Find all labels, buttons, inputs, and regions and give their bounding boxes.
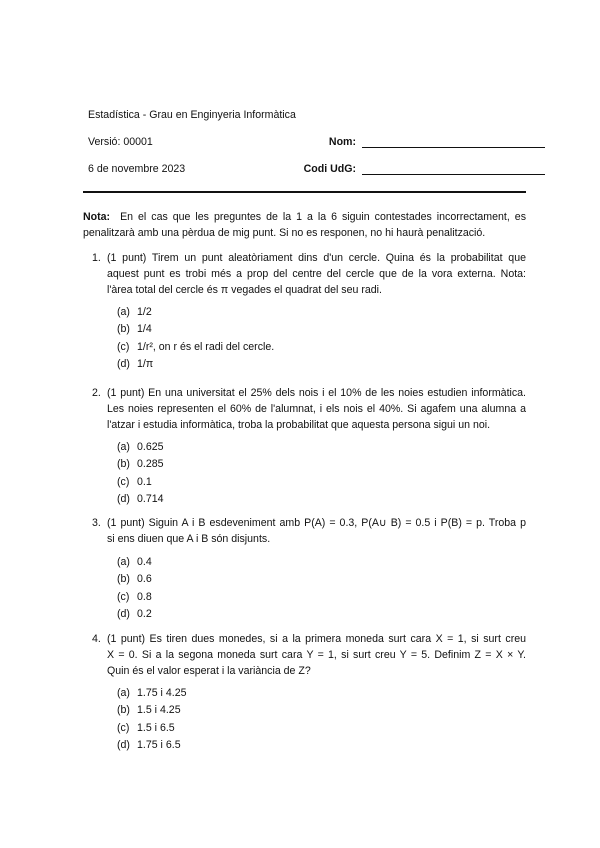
option-label: (c) xyxy=(117,590,130,603)
question-text-line: (1 punt) En una universitat el 25% dels nois i el 10% de les noies estudien informàtica. xyxy=(107,387,526,399)
answer-option xyxy=(117,341,274,353)
answer-option xyxy=(117,704,181,716)
question-text-line: si ens diuen que A i B són disjunts. xyxy=(107,533,271,545)
option-text: 1.75 i 4.25 xyxy=(137,687,187,699)
option-text: 1.5 i 6.5 xyxy=(137,721,175,734)
answer-option xyxy=(117,591,152,603)
answer-option xyxy=(117,358,153,370)
question-text-line: Quin és el valor esperat i la variància de Z? xyxy=(107,665,311,677)
name-label: Nom: xyxy=(328,136,356,148)
question-text-line: l'àrea total del cercle és π vegades el quadrat del seu radi. xyxy=(107,284,382,296)
question-text-line: (1 punt) Siguin A i B esdeveniment amb P(A) = 0.3, P(A∪ B) = 0.5 i P(B) = p. Troba p xyxy=(107,517,526,529)
option-text: 1/2 xyxy=(137,306,152,318)
question-number: 1. xyxy=(92,252,101,264)
exam-date: 6 de novembre 2023 xyxy=(88,163,186,175)
answer-option xyxy=(117,476,152,488)
question-text-line: aquest punt es trobi més a prop del centre del cercle que de la vora externa. Nota: xyxy=(107,268,526,280)
question-number: 4. xyxy=(92,633,101,645)
option-text: 0.1 xyxy=(137,475,152,488)
question-text-line: l'atzar i estudia informàtica, troba la probabilitat que aquesta persona sigui un noi. xyxy=(107,419,491,431)
answer-option xyxy=(117,722,175,734)
code-field[interactable] xyxy=(362,174,545,175)
option-label: (a) xyxy=(117,441,130,453)
answer-option xyxy=(117,739,181,751)
option-text: 1.75 i 6.5 xyxy=(137,738,181,751)
option-text: 0.285 xyxy=(137,458,164,471)
option-label: (d) xyxy=(117,357,130,370)
option-label: (c) xyxy=(117,721,130,734)
option-text: 0.8 xyxy=(137,590,152,603)
option-text: 1/4 xyxy=(137,323,152,336)
version-text: Versió: 00001 xyxy=(88,136,153,148)
question-text-line: Les noies representen el 60% de l'alumnat, i els nois el 40%. Si agafem una alumna a xyxy=(107,403,526,415)
note-text: En el cas que les preguntes de la 1 a la 6 siguin contestades incorrectament, es xyxy=(120,211,526,223)
option-label: (d) xyxy=(117,738,130,751)
answer-option xyxy=(117,493,164,505)
option-label: (b) xyxy=(117,323,130,336)
option-text: 0.2 xyxy=(137,607,152,620)
option-label: (d) xyxy=(117,492,130,505)
option-text: 0.6 xyxy=(137,573,152,586)
code-label: Codi UdG: xyxy=(303,163,356,175)
option-label: (a) xyxy=(117,687,130,699)
course-title: Estadística - Grau en Enginyeria Informàtica xyxy=(88,109,296,121)
option-label: (a) xyxy=(117,306,130,318)
answer-option xyxy=(117,556,152,568)
question-text-line: (1 punt) Es tiren dues monedes, si a la primera moneda surt cara X = 1, si surt creu xyxy=(107,633,526,645)
note-label: Nota: xyxy=(83,211,111,223)
option-label: (c) xyxy=(117,475,130,488)
note-line: penalitzarà amb una pèrdua de mig punt. Si no es responen, no hi haurà penalització. xyxy=(83,227,486,239)
question-number: 3. xyxy=(92,517,101,529)
answer-option xyxy=(117,687,186,699)
answer-option xyxy=(117,323,152,335)
answer-option xyxy=(117,573,152,585)
name-field[interactable] xyxy=(362,147,545,148)
answer-option xyxy=(117,458,164,470)
option-label: (b) xyxy=(117,704,130,717)
option-text: 0.714 xyxy=(137,492,164,505)
option-label: (a) xyxy=(117,556,130,568)
option-text: 1/π xyxy=(137,357,154,370)
option-label: (c) xyxy=(117,340,130,353)
option-label: (d) xyxy=(117,607,130,620)
option-text: 0.625 xyxy=(137,441,164,453)
option-label: (b) xyxy=(117,458,130,471)
answer-option xyxy=(117,608,152,620)
option-text: 1/r², on r és el radi del cercle. xyxy=(137,340,275,353)
question-text-line: (1 punt) Tirem un punt aleatòriament dins d'un cercle. Quina és la probabilitat que xyxy=(107,252,526,264)
option-text: 1.5 i 4.25 xyxy=(137,704,181,717)
answer-option xyxy=(117,306,152,318)
header-divider xyxy=(83,191,526,193)
question-number: 2. xyxy=(92,387,101,399)
question-text-line: X = 0. Si a la segona moneda surt cara Y = 1, si surt creu Y = 5. Definim Z = X × Y. xyxy=(107,649,526,661)
note-line xyxy=(83,211,526,223)
option-text: 0.4 xyxy=(137,556,152,568)
option-label: (b) xyxy=(117,573,130,586)
answer-option xyxy=(117,441,164,453)
